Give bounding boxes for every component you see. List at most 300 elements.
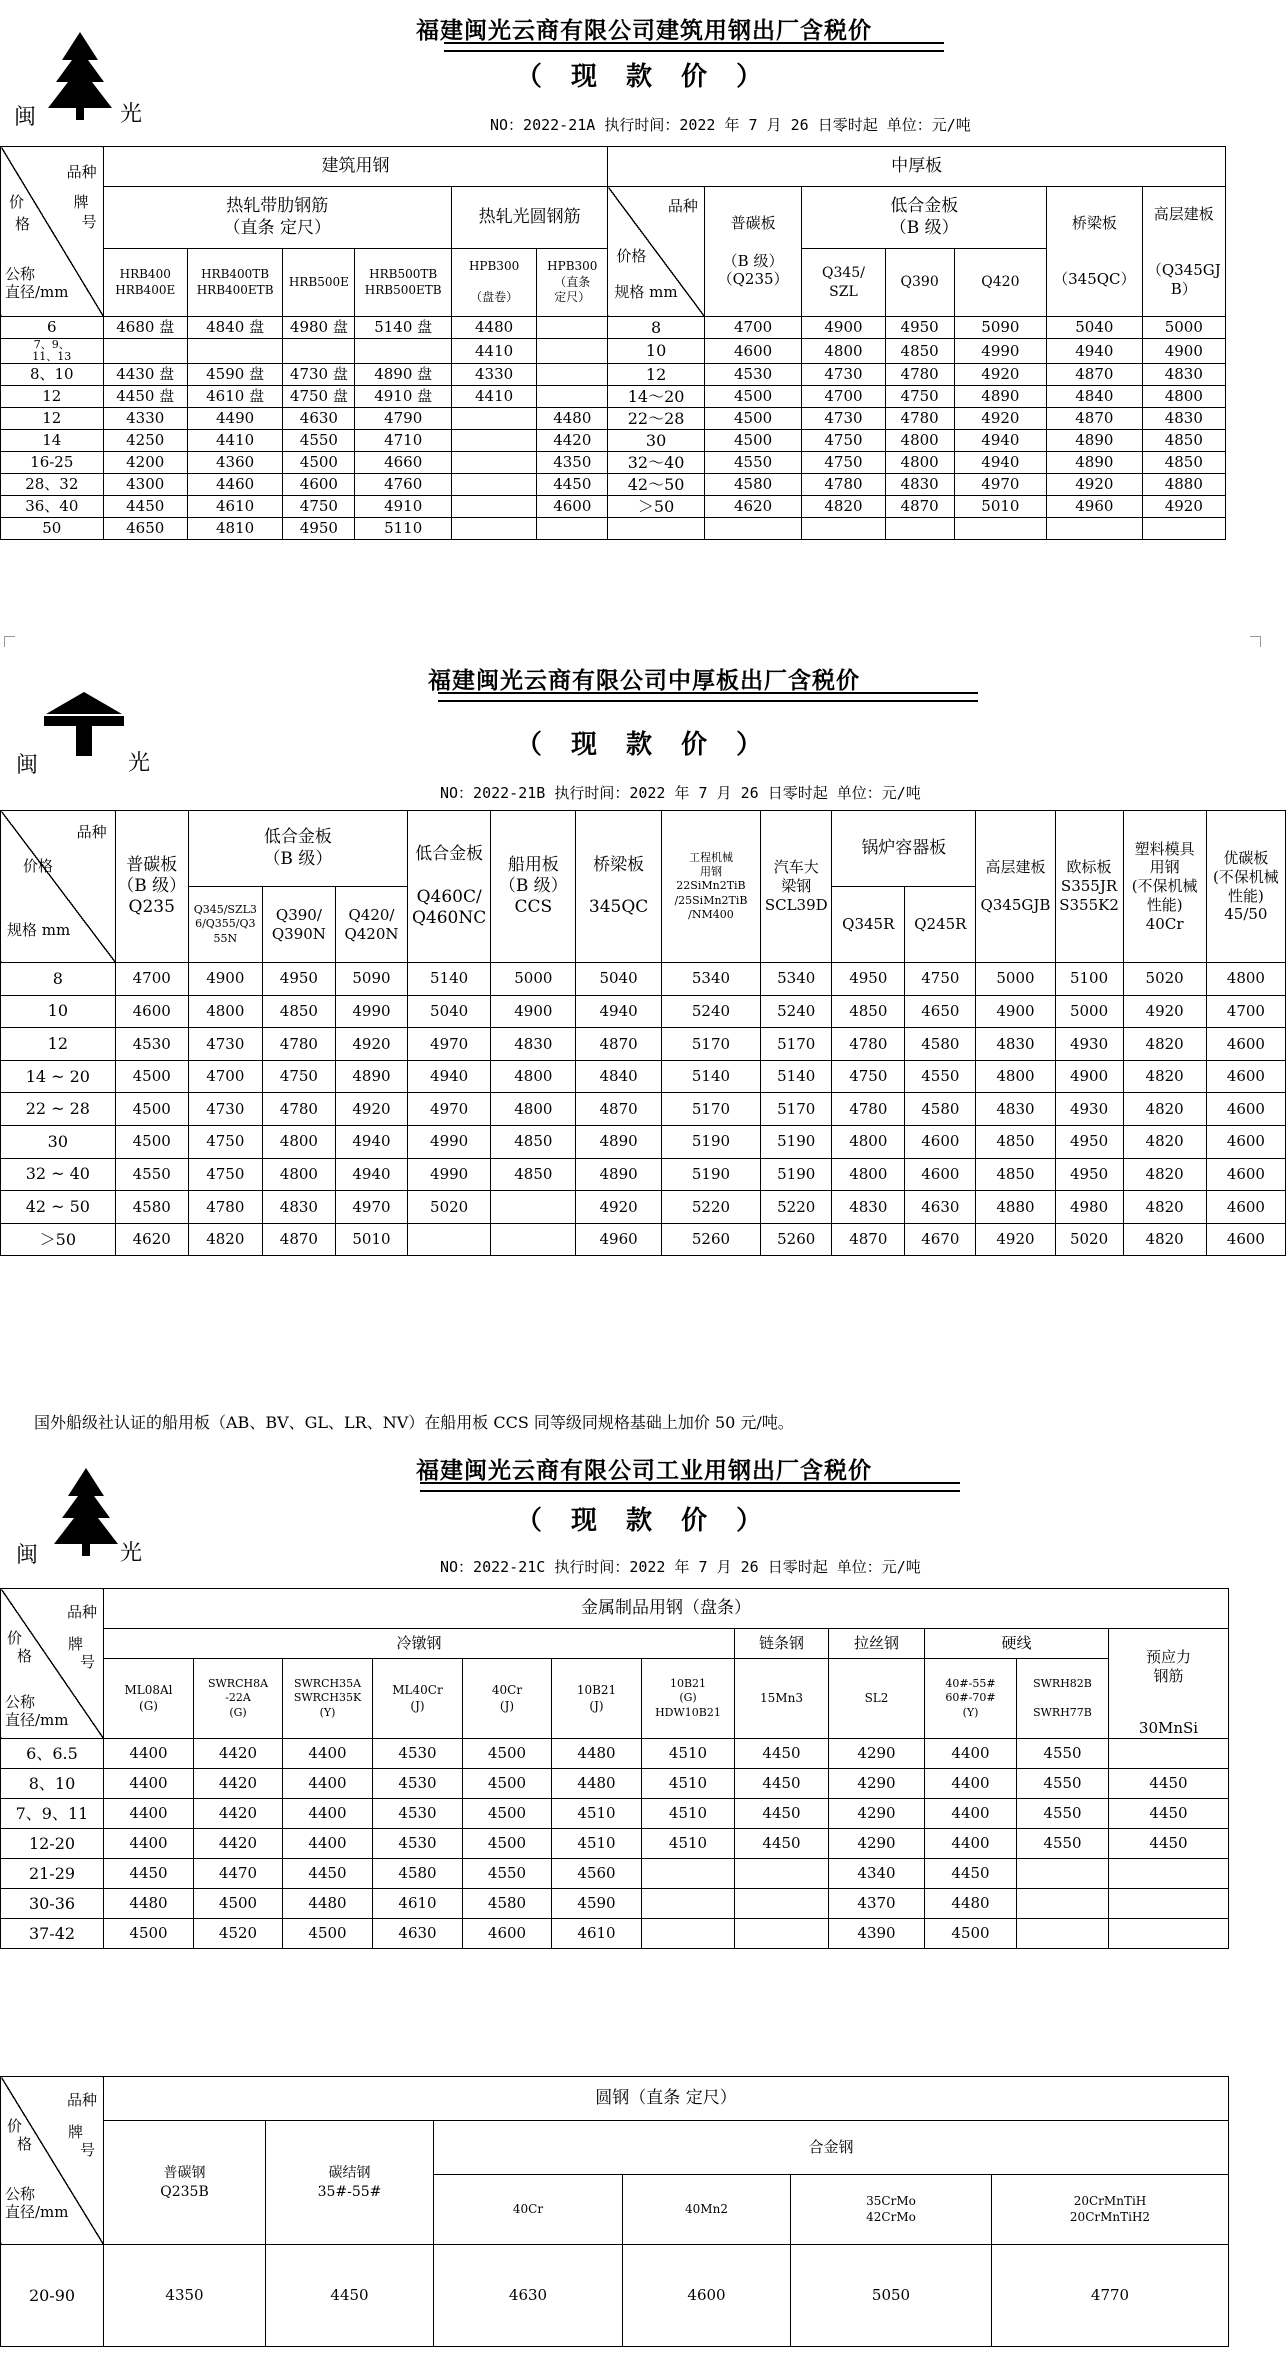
price-cell: 5020: [408, 1191, 491, 1224]
hrb-group-header: 热轧带肋钢筋 （直条 定尺）: [103, 187, 451, 249]
price-cell: 4780: [188, 1191, 262, 1224]
price-cell: 4990: [408, 1125, 491, 1158]
price-cell: 4600: [704, 339, 802, 364]
price-cell: 4700: [115, 963, 188, 996]
section3-title: 福建闽光云商有限公司工业用钢出厂含税价: [416, 1458, 872, 1484]
price-cell: 4900: [802, 317, 885, 339]
price-cell: 4800: [832, 1125, 905, 1158]
price-cell: 4620: [704, 496, 802, 518]
price-cell: 4870: [1047, 408, 1142, 430]
price-cell: 4990: [408, 1158, 491, 1191]
price-cell: 4410: [451, 386, 536, 408]
price-cell: 5190: [661, 1125, 760, 1158]
price-cell: [1017, 1859, 1109, 1889]
price-cell: 4470: [194, 1859, 283, 1889]
price-cell: 4400: [283, 1769, 373, 1799]
price-cell: 4870: [576, 1093, 661, 1126]
price-cell: 4400: [283, 1799, 373, 1829]
price-cell: 4920: [954, 408, 1046, 430]
price-cell: 4460: [187, 474, 282, 496]
price-cell: 4870: [576, 1028, 661, 1061]
col-header: SWRCH35A SWRCH35K (Y): [283, 1659, 373, 1739]
col-header: ML08Al (G): [104, 1659, 194, 1739]
price-cell: 4920: [335, 1028, 407, 1061]
price-cell: 4730: [188, 1093, 262, 1126]
price-cell: [1109, 1889, 1229, 1919]
dhj2-header: 低合金板 Q460C/ Q460NC: [408, 811, 491, 963]
price-cell: 4600: [905, 1158, 976, 1191]
price-cell: 4400: [925, 1799, 1017, 1829]
ltg-header: 链条钢: [735, 1629, 829, 1659]
price-cell: 4750: [188, 1158, 262, 1191]
col-header: 40#-55# 60#-70# (Y): [925, 1659, 1017, 1739]
spec-cell: 28、32: [1, 474, 104, 496]
price-cell: 4970: [335, 1191, 407, 1224]
price-cell: 4550: [115, 1158, 188, 1191]
price-cell: 4550: [1017, 1769, 1109, 1799]
price-cell: 5170: [661, 1028, 760, 1061]
price-cell: 4430 盘: [103, 364, 187, 386]
price-cell: 4480: [925, 1889, 1017, 1919]
col-header: SL2: [829, 1659, 925, 1739]
price-cell: [802, 518, 885, 540]
price-cell: 4750: [188, 1125, 262, 1158]
qcd-header: 汽车大 梁钢 SCL39D: [761, 811, 832, 963]
price-cell: 4880: [976, 1191, 1055, 1224]
price-cell: 4830: [491, 1028, 576, 1061]
table-row: [1, 452, 1226, 474]
price-cell: 4370: [829, 1889, 925, 1919]
price-cell: [954, 518, 1046, 540]
price-cell: 4750: [802, 430, 885, 452]
price-cell: [1142, 518, 1225, 540]
yyl-header: 预应力 钢筋 30MnSi: [1109, 1629, 1229, 1739]
table-row: [1, 1859, 1229, 1889]
price-cell: 4970: [954, 474, 1046, 496]
price-cell: 4850: [832, 995, 905, 1028]
header-diagonal-cell: 品种 价格 规格 mm: [1, 811, 116, 963]
price-cell: 4350: [104, 2245, 266, 2347]
price-cell: 5010: [954, 496, 1046, 518]
price-cell: 5050: [791, 2245, 992, 2347]
price-cell: 5090: [954, 317, 1046, 339]
alloy-steel-header: 合金钢: [434, 2121, 1229, 2175]
price-cell: 4820: [1123, 1093, 1206, 1126]
col-header: ML40Cr (J): [373, 1659, 463, 1739]
spec-cell: [608, 518, 704, 540]
price-cell: 4450: [103, 496, 187, 518]
price-cell: 5000: [976, 963, 1055, 996]
price-cell: 4420: [194, 1829, 283, 1859]
col-header: HRB500E: [283, 249, 355, 317]
price-cell: 5190: [661, 1158, 760, 1191]
price-cell: 4900: [188, 963, 262, 996]
price-cell: 5020: [1123, 963, 1206, 996]
price-cell: 4760: [355, 474, 451, 496]
table-row: [1, 364, 1226, 386]
col-header: 碳结钢 35#-55#: [266, 2121, 434, 2245]
spec-cell: 21-29: [1, 1859, 104, 1889]
price-cell: 4940: [335, 1125, 407, 1158]
price-cell: [704, 518, 802, 540]
price-cell: 4950: [1055, 1158, 1123, 1191]
price-cell: 4750: [832, 1060, 905, 1093]
price-cell: 4730: [188, 1028, 262, 1061]
price-cell: 5040: [1047, 317, 1142, 339]
logo-char-right: 光: [120, 1541, 143, 1566]
header-diagonal-cell: 品种 价 格 牌 号 公称 直径/mm: [1, 2077, 104, 2245]
price-cell: 5140: [761, 1060, 832, 1093]
price-cell: 4960: [1047, 496, 1142, 518]
price-cell: 4500: [283, 452, 355, 474]
price-cell: 5220: [661, 1191, 760, 1224]
gcjx-header: 工程机械 用钢 22SiMn2TiB /25SiMn2TiB /NM400: [661, 811, 760, 963]
slmj-header: 塑料模具 用钢 (不保机械 性能) 40Cr: [1123, 811, 1206, 963]
price-cell: 4830: [885, 474, 954, 496]
price-cell: 4820: [188, 1223, 262, 1256]
spec-cell: 42～50: [608, 474, 704, 496]
price-cell: 4940: [576, 995, 661, 1028]
price-cell: [451, 496, 536, 518]
lt-header: 冷镦钢: [104, 1629, 735, 1659]
price-cell: 4500: [463, 1739, 552, 1769]
price-cell: 4450: [735, 1769, 829, 1799]
price-cell: 5000: [1142, 317, 1225, 339]
price-cell: 5090: [335, 963, 407, 996]
group-header-wire-rod: 金属制品用钢（盘条）: [104, 1589, 1229, 1629]
price-cell: 4490: [187, 408, 282, 430]
price-cell: 4600: [1206, 1223, 1285, 1256]
price-cell: 4650: [905, 995, 976, 1028]
plate-diagonal-cell: 品种 价格 规格 mm: [608, 187, 704, 317]
price-cell: 4480: [552, 1739, 642, 1769]
dhj-header: 低合金板 （B 级）: [188, 811, 407, 887]
price-cell: [537, 317, 608, 339]
col-header: Q345/ SZL: [802, 249, 885, 317]
price-cell: 4600: [1206, 1060, 1285, 1093]
price-cell: 4830: [1142, 408, 1225, 430]
price-cell: 4610: [552, 1919, 642, 1949]
price-cell: 5000: [491, 963, 576, 996]
price-cell: 4600: [1206, 1028, 1285, 1061]
price-cell: 4580: [704, 474, 802, 496]
price-cell: 4550: [704, 452, 802, 474]
price-cell: 4780: [802, 474, 885, 496]
price-cell: 4990: [954, 339, 1046, 364]
price-cell: 4930: [1055, 1093, 1123, 1126]
price-cell: 5240: [761, 995, 832, 1028]
cyb-header: 船用板 （B 级） CCS: [491, 811, 576, 963]
price-cell: [537, 386, 608, 408]
price-cell: 4510: [552, 1829, 642, 1859]
price-cell: 5110: [355, 518, 451, 540]
col-header: HPB300 （盘卷）: [451, 249, 536, 317]
price-cell: 4950: [283, 518, 355, 540]
price-cell: [451, 452, 536, 474]
price-cell: 4700: [802, 386, 885, 408]
price-cell: 4450: [1109, 1799, 1229, 1829]
price-cell: 4410: [451, 339, 536, 364]
price-cell: 4800: [802, 339, 885, 364]
price-cell: 4590 盘: [187, 364, 282, 386]
price-cell: 4650: [103, 518, 187, 540]
spec-cell: 12: [608, 364, 704, 386]
price-cell: 5000: [1055, 995, 1123, 1028]
price-cell: 4970: [408, 1093, 491, 1126]
col-header: SWRH82B SWRH77B: [1017, 1659, 1109, 1739]
section1-meta: NO：2022-21A 执行时间：2022 年 7 月 26 日零时起 单位：元/吨: [490, 116, 971, 134]
price-cell: 4850: [1142, 430, 1225, 452]
price-cell: 4840: [576, 1060, 661, 1093]
price-cell: 4450: [537, 474, 608, 496]
price-cell: [1047, 518, 1142, 540]
price-cell: 4250: [103, 430, 187, 452]
table-row: [1, 386, 1226, 408]
price-cell: [283, 339, 355, 364]
price-cell: 4870: [1047, 364, 1142, 386]
price-cell: 4600: [463, 1919, 552, 1949]
price-cell: 4670: [905, 1223, 976, 1256]
price-cell: 4500: [283, 1919, 373, 1949]
spec-cell: 14～20: [608, 386, 704, 408]
price-cell: 4630: [434, 2245, 623, 2347]
price-cell: 4500: [704, 430, 802, 452]
ship-plate-note: 国外船级社认证的船用板（AB、BV、GL、LR、NV）在船用板 CCS 同等级同规格基础上加价 50 元/吨。: [34, 1413, 794, 1432]
price-cell: 4800: [885, 452, 954, 474]
spec-cell: 16-25: [1, 452, 104, 474]
price-cell: 4920: [335, 1093, 407, 1126]
price-cell: 4920: [1047, 474, 1142, 496]
col-header: 35CrMo 42CrMo: [791, 2175, 992, 2245]
price-cell: 4400: [104, 1799, 194, 1829]
price-cell: 4850: [491, 1125, 576, 1158]
price-cell: 4820: [1123, 1060, 1206, 1093]
price-cell: 4530: [373, 1829, 463, 1859]
price-cell: 5040: [576, 963, 661, 996]
table-row: [1, 1028, 1286, 1061]
construction-steel-table: [0, 146, 1226, 540]
price-cell: 4870: [885, 496, 954, 518]
price-cell: 4750: [283, 496, 355, 518]
gcj-header: 高层建板 （Q345GJ B）: [1142, 187, 1225, 317]
price-cell: 4830: [976, 1093, 1055, 1126]
spec-cell: 14 ~ 20: [1, 1060, 116, 1093]
price-cell: [642, 1919, 735, 1949]
price-cell: 4870: [262, 1223, 335, 1256]
price-cell: 5170: [761, 1028, 832, 1061]
spec-cell: 8、10: [1, 364, 104, 386]
price-cell: [491, 1223, 576, 1256]
price-cell: 4800: [491, 1060, 576, 1093]
page-corner-mark: [1250, 636, 1261, 647]
price-cell: 4410: [187, 430, 282, 452]
price-cell: [1017, 1889, 1109, 1919]
price-cell: 4330: [103, 408, 187, 430]
price-cell: 4730: [802, 364, 885, 386]
spec-cell: ＞50: [608, 496, 704, 518]
price-cell: 4800: [832, 1158, 905, 1191]
logo-char-right: 光: [128, 751, 151, 776]
spec-cell: 36、40: [1, 496, 104, 518]
title-underline: [438, 692, 978, 702]
price-cell: 4300: [103, 474, 187, 496]
table-row: [1, 408, 1226, 430]
price-cell: 4500: [704, 408, 802, 430]
price-cell: 4820: [802, 496, 885, 518]
price-cell: 4500: [115, 1125, 188, 1158]
price-cell: 4530: [115, 1028, 188, 1061]
table-row: [1, 1125, 1286, 1158]
price-cell: 5100: [1055, 963, 1123, 996]
price-cell: 4800: [262, 1125, 335, 1158]
price-cell: 4900: [491, 995, 576, 1028]
price-cell: 4630: [905, 1191, 976, 1224]
ytb-header: 优碳板 (不保机械 性能) 45/50: [1206, 811, 1285, 963]
price-cell: 4940: [1047, 339, 1142, 364]
title-underline: [444, 42, 944, 52]
glrq-header: 锅炉容器板: [832, 811, 976, 887]
price-cell: [537, 364, 608, 386]
col-header: 40Cr (J): [463, 1659, 552, 1739]
price-cell: 4800: [262, 1158, 335, 1191]
price-cell: 5170: [661, 1093, 760, 1126]
table-row: [1, 1158, 1286, 1191]
price-cell: 4600: [905, 1125, 976, 1158]
price-cell: 4560: [552, 1859, 642, 1889]
price-cell: 4850: [262, 995, 335, 1028]
price-cell: 4630: [373, 1919, 463, 1949]
group-header-plate: 中厚板: [608, 147, 1226, 187]
price-cell: [1109, 1739, 1229, 1769]
price-cell: [735, 1919, 829, 1949]
table-row: [1, 317, 1226, 339]
price-cell: 4450 盘: [103, 386, 187, 408]
price-cell: 4400: [925, 1769, 1017, 1799]
group-header-construction: 建筑用钢: [103, 147, 608, 187]
price-cell: 4850: [1142, 452, 1225, 474]
price-cell: 4780: [885, 364, 954, 386]
price-cell: 4890: [1047, 452, 1142, 474]
price-cell: 4830: [832, 1191, 905, 1224]
price-cell: 4600: [115, 995, 188, 1028]
col-header: 10B21 (G) HDW10B21: [642, 1659, 735, 1739]
lsg-header: 拉丝钢: [829, 1629, 925, 1659]
price-cell: 5220: [761, 1191, 832, 1224]
price-cell: 4800: [885, 430, 954, 452]
price-cell: 4840: [1047, 386, 1142, 408]
price-cell: [642, 1859, 735, 1889]
col-header: HRB500TB HRB500ETB: [355, 249, 451, 317]
price-cell: 4830: [1142, 364, 1225, 386]
price-cell: 4660: [355, 452, 451, 474]
col-header: Q420: [954, 249, 1046, 317]
price-cell: [1109, 1919, 1229, 1949]
price-cell: 4800: [188, 995, 262, 1028]
spec-cell: 10: [1, 995, 116, 1028]
price-cell: 4350: [537, 452, 608, 474]
price-cell: 5340: [761, 963, 832, 996]
price-cell: [491, 1191, 576, 1224]
col-header: 20CrMnTiH 20CrMnTiH2: [992, 2175, 1229, 2245]
spec-cell: ＞50: [1, 1223, 116, 1256]
price-cell: 4500: [194, 1889, 283, 1919]
price-cell: 4940: [335, 1158, 407, 1191]
price-cell: 4500: [463, 1829, 552, 1859]
price-cell: 4200: [103, 452, 187, 474]
price-cell: [408, 1223, 491, 1256]
spec-cell: 42 ~ 50: [1, 1191, 116, 1224]
price-cell: 4340: [829, 1859, 925, 1889]
price-cell: [187, 339, 282, 364]
price-cell: 5040: [408, 995, 491, 1028]
header-diagonal-cell: 品种 价 格 牌 号 公称 直径/mm: [1, 1589, 104, 1739]
price-cell: 4530: [373, 1739, 463, 1769]
price-cell: 4390: [829, 1919, 925, 1949]
col-header: 40Cr: [434, 2175, 623, 2245]
spec-cell: 12: [1, 1028, 116, 1061]
header-diagonal-cell: 品种 价 格 牌 号 公称 直径/mm: [1, 147, 104, 317]
col-header: HRB400 HRB400E: [103, 249, 187, 317]
price-cell: 4450: [266, 2245, 434, 2347]
price-cell: 4790: [355, 408, 451, 430]
price-cell: 4910: [355, 496, 451, 518]
logo-char-left: 闽: [16, 1543, 39, 1568]
col-header: 普碳钢 Q235B: [104, 2121, 266, 2245]
price-cell: 4700: [1206, 995, 1285, 1028]
price-cell: 4580: [463, 1889, 552, 1919]
price-cell: 5010: [335, 1223, 407, 1256]
price-cell: 4780: [832, 1093, 905, 1126]
price-cell: [103, 339, 187, 364]
price-cell: 4830: [262, 1191, 335, 1224]
table-row: [1, 1191, 1286, 1224]
price-cell: 4500: [925, 1919, 1017, 1949]
price-cell: 4910 盘: [355, 386, 451, 408]
section1-subtitle: （ 现 款 价 ）: [515, 62, 773, 92]
price-cell: 4450: [735, 1799, 829, 1829]
price-cell: 5260: [661, 1223, 760, 1256]
table-row: [1, 496, 1226, 518]
price-cell: 4580: [115, 1191, 188, 1224]
price-cell: 4420: [194, 1769, 283, 1799]
price-cell: 4630: [283, 408, 355, 430]
spec-cell: 12: [1, 408, 104, 430]
title-underline: [420, 1482, 960, 1492]
price-cell: [1109, 1859, 1229, 1889]
price-cell: 4820: [1123, 1028, 1206, 1061]
price-cell: 4580: [905, 1093, 976, 1126]
price-cell: 4920: [954, 364, 1046, 386]
price-cell: 4780: [262, 1093, 335, 1126]
page-corner-mark: [4, 636, 15, 647]
spec-cell: 7、9、 11、13: [1, 339, 104, 364]
price-cell: [642, 1889, 735, 1919]
table-row: [1, 1093, 1286, 1126]
price-cell: 4550: [1017, 1739, 1109, 1769]
spec-cell: 8: [608, 317, 704, 339]
industrial-steel-table: [0, 1588, 1229, 1949]
price-cell: 4880: [1142, 474, 1225, 496]
section2-title: 福建闽光云商有限公司中厚板出厂含税价: [428, 668, 860, 694]
price-cell: 4600: [1206, 1158, 1285, 1191]
price-cell: 4510: [642, 1739, 735, 1769]
price-cell: 4480: [283, 1889, 373, 1919]
price-cell: 5140: [661, 1060, 760, 1093]
price-cell: 4800: [1206, 963, 1285, 996]
price-cell: 4820: [1123, 1223, 1206, 1256]
round-steel-group: 圆钢（直条 定尺）: [104, 2077, 1229, 2121]
price-cell: 4530: [704, 364, 802, 386]
